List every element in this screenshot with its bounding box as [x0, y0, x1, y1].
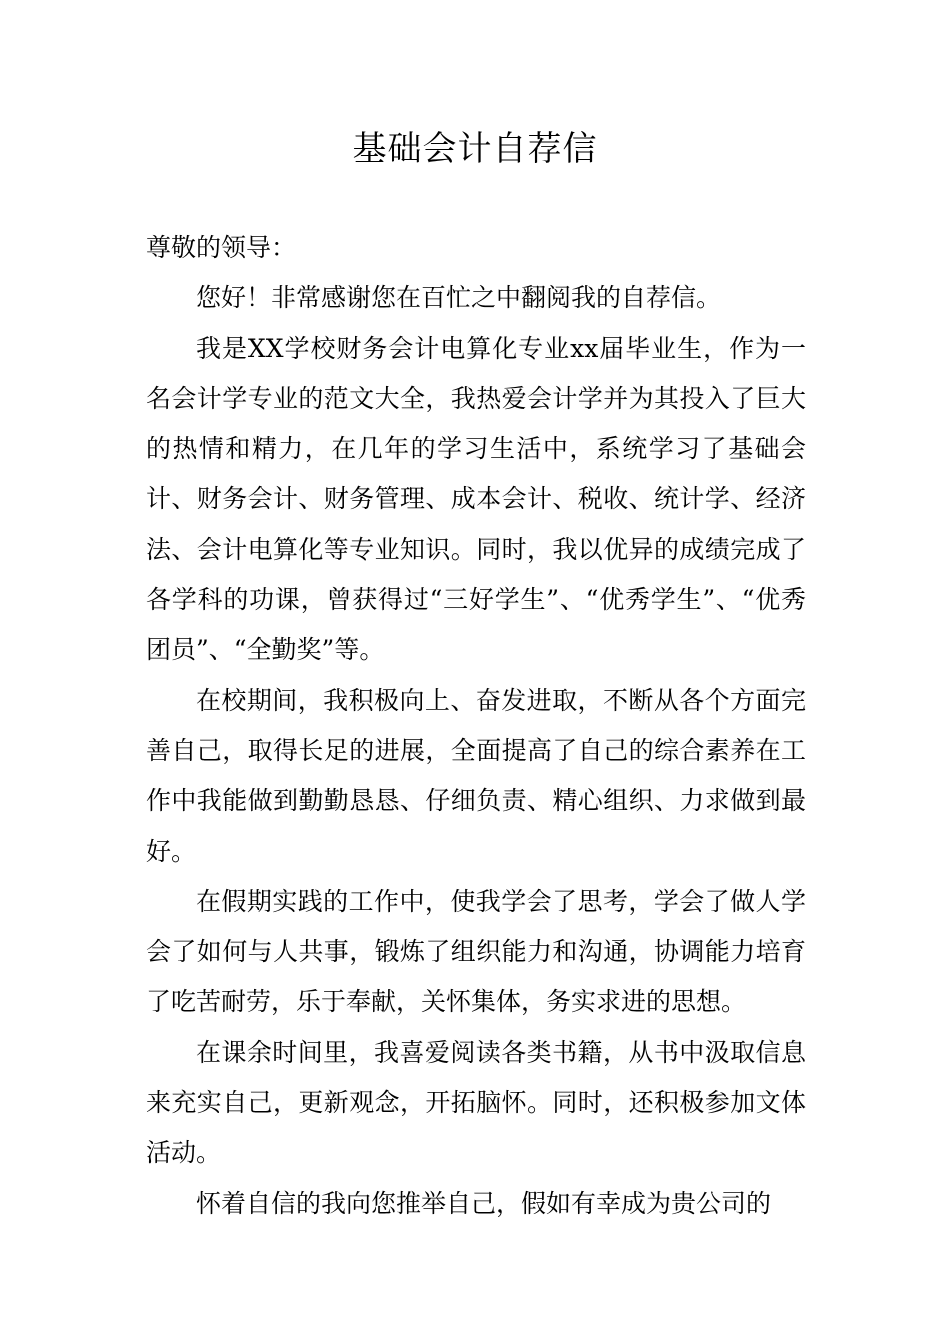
paragraph-greeting: 您好！非常感谢您在百忙之中翻阅我的自荐信。 — [196, 283, 722, 313]
salutation: 尊敬的领导： — [146, 233, 297, 262]
paragraph-internship: 在假期实践的工作中，使我学会了思考，学会了做人学会了如何与人共事，锻炼了组织能力和沟通，协调能力培育了吃苦耐劳，乐于奉献，关怀集体，务实求进的思想。 — [146, 886, 806, 1017]
document-title: 基础会计自荐信 — [352, 129, 598, 169]
paragraph-hobbies: 在课余时间里，我喜爱阅读各类书籍，从书中汲取信息来充实自己，更新观念，开拓脑怀。同时，还积极参加文体活动。 — [146, 1037, 806, 1168]
paragraph-closing: 怀着自信的我向您推举自己，假如有幸成为贵公司的 — [196, 1188, 772, 1218]
paragraph-campus-life: 在校期间，我积极向上、奋发进取，不断从各个方面完善自己，取得长足的进展，全面提高了自己的综合素养在工作中我能做到勤勤恳恳、仔细负责、精心组织、力求做到最好。 — [146, 685, 806, 866]
letter-body — [146, 223, 806, 1229]
paragraph-education: 我是XX学校财务会计电算化专业xx届毕业生，作为一名会计学专业的范文大全，我热爱会计学并为其投入了巨大的热情和精力，在几年的学习生活中，系统学习了基础会计、财务会计、财务管理、成本会计、税收、统计学、经济法、会计电算化等专业知识。同时，我以优异的成绩完成了各学科的功课，曾获得过“三好学生”、“优秀学生”、“优秀团员”、“全勤奖”等。 — [146, 333, 806, 665]
